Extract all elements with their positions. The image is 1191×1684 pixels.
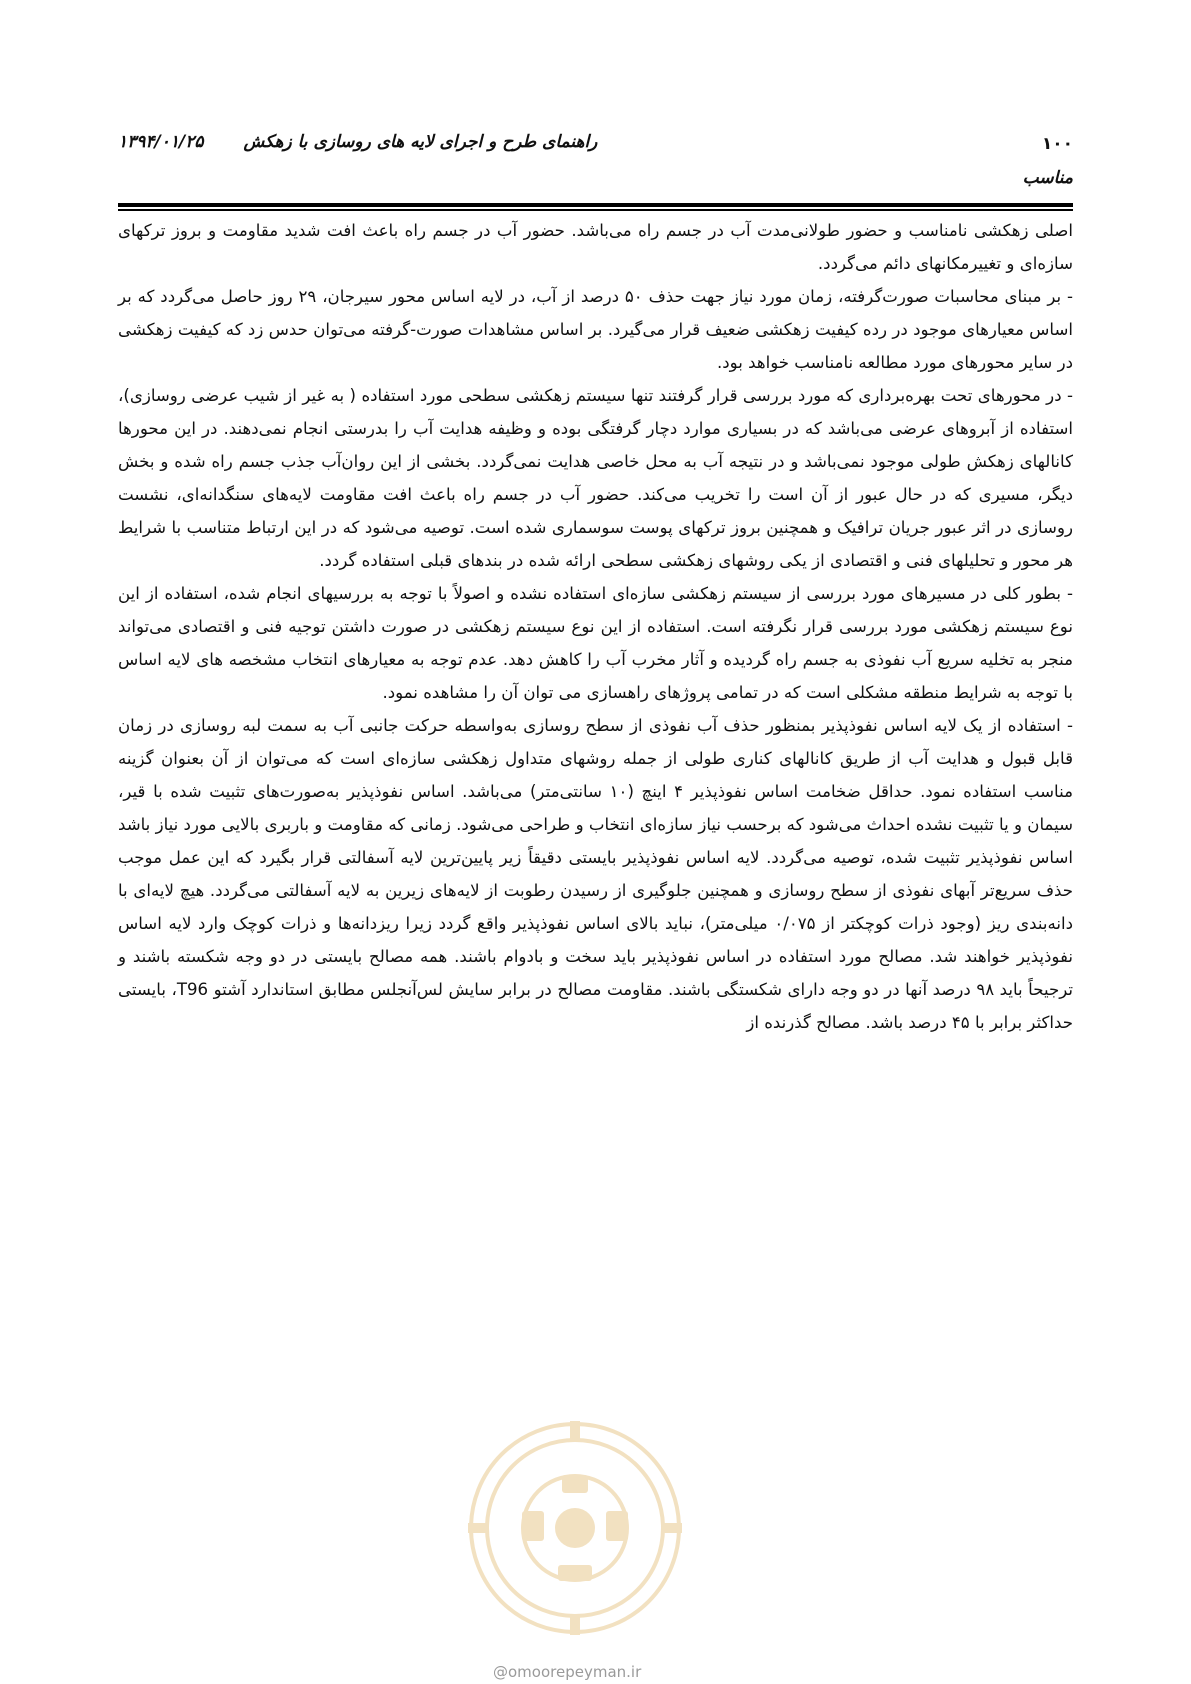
paragraph: - بطور کلی در مسیرهای مورد بررسی از سیستم زهکشی سازه‌ای استفاده نشده و اصولاً با توجه به بررسیهای انجام شده، استفاده از این نوع سیستم زهکشی مورد بررسی قرار نگرفته است. استفاده از این نوع سیستم زهکشی در صورت داشتن توجیه فنی و اقتصادی می‌تواند منجر به تخلیه سریع آب نفوذی به جسم راه گردیده و آثار مخرب آب را کاهش دهد. عدم توجه به معیارهای انتخاب مشخصه های لایه اساس با توجه به شرایط منطقه مشکلی است که در تمامی پروژهای راهسازی می توان آن را مشاهده نمود. <box>118 584 1073 702</box>
running-title-continuation: مناسب <box>1022 168 1073 188</box>
paragraph: اصلی زهکشی نامناسب و حضور طولانی‌مدت آب در جسم راه می‌باشد. حضور آب در جسم راه باعث افت شدید مقاومت و بروز ترکهای سازه‌ای و تغییرمکانهای دائم می‌گردد. <box>118 221 1073 273</box>
page-header <box>118 128 1073 188</box>
paragraph: - بر مبنای محاسبات صورت‌گرفته، زمان مورد نیاز جهت حذف ۵۰ درصد از آب، در لایه اساس محور سیرجان، ۲۹ روز حاصل می‌گردد که بر اساس معیارهای موجود در رده کیفیت زهکشی ضعیف قرار می‌گیرد. بر اساس مشاهدات صورت-گرفته می‌توان حدس زد که کیفیت زهکشی در سایر محورهای مورد مطالعه نامناسب خواهد بود. <box>118 287 1073 372</box>
header-double-rule <box>118 203 1073 211</box>
watermark-seal-icon <box>462 1415 688 1641</box>
document-body <box>118 214 1073 1039</box>
page-number: ۱۰۰ <box>1041 134 1073 154</box>
running-title <box>118 132 985 152</box>
running-title-text: راهنمای طرح و اجرای لایه های روسازی با زهکش <box>243 132 598 152</box>
running-title-date: ۱۳۹۴/۰۱/۲۵ <box>118 132 204 152</box>
paragraph: - در محورهای تحت بهره‌برداری که مورد بررسی قرار گرفتند تنها سیستم زهکشی سطحی مورد استفاده ( به غیر از شیب عرضی روسازی)، استفاده از آبروهای عرضی می‌باشد که در بسیاری موارد دچار گرفتگی بوده و وظیفه هدایت آب را بدرستی انجام نمی‌دهند. در این محورها کانالهای زهکش طولی موجود نمی‌باشد و در نتیجه آب به محل خاصی هدایت نمی‌گردد. بخشی از این روان‌آب جذب جسم راه شده و بخش دیگر، مسیری که در حال عبور از آن است را تخریب می‌کند. حضور آب در جسم راه باعث افت مقاومت لایه‌های سنگدانه‌ای، نشست روسازی در اثر عبور جریان ترافیک و همچنین بروز ترکهای پوست سوسماری شده است. توصیه می‌شود که در این ارتباط متناسب با شرایط هر محور و تحلیلهای فنی و اقتصادی از یکی روشهای زهکشی سطحی ارائه شده در بندهای قبلی استفاده گردد. <box>118 386 1073 570</box>
paragraph: - استفاده از یک لایه اساس نفوذپذیر بمنظور حذف آب نفوذی از سطح روسازی به‌واسطه حرکت جانبی آب به سمت لبه روسازی در زمان قابل قبول و هدایت آب از طریق کانالهای کناری طولی از جمله روشهای متداول زهکشی سازه‌ای است که می‌توان از آن بعنوان گزینه مناسب استفاده نمود. حداقل ضخامت اساس نفوذپذیر ۴ اینچ (۱۰ سانتی‌متر) می‌باشد. اساس نفوذپذیر به‌صورت‌های تثبیت شده با قیر، سیمان و یا تثبیت نشده احداث می‌شود که برحسب نیاز سازه‌ای انتخاب و طراحی می‌شود. زمانی که مقاومت و باربری بالایی مورد نیاز باشد اساس نفوذپذیر تثبیت شده، توصیه می‌گردد. لایه اساس نفوذپذیر بایستی دقیقاً زیر پایین‌ترین لایه آسفالتی قرار بگیرد که این عمل موجب حذف سریع‌تر آبهای نفوذی از سطح روسازی و همچنین جلوگیری از رسیدن رطوبت از لایه‌های زیرین به لایه آسفالتی می‌گردد. هیچ لایه‌ای با دانه‌بندی ریز (وجود ذرات کوچکتر از ۰/۰۷۵ میلی‌متر)، نباید بالای اساس نفوذپذیر واقع گردد زیرا ریزدانه‌ها و ذرات کوچک وارد لایه اساس نفوذپذیر خواهند شد. مصالح مورد استفاده در اساس نفوذپذیر باید سخت و بادوام باشند. همه مصالح بایستی در دو وجه شکسته باشند و ترجیحاً باید ۹۸ درصد آنها در دو وجه دارای شکستگی باشند. مقاومت مصالح در برابر سایش لس‌آنجلس مطابق استاندارد آشتو T96، بایستی حداکثر برابر با ۴۵ درصد باشد. مصالح گذرنده از <box>118 716 1073 1032</box>
watermark-site: @omoorepeyman.ir <box>493 1663 642 1681</box>
